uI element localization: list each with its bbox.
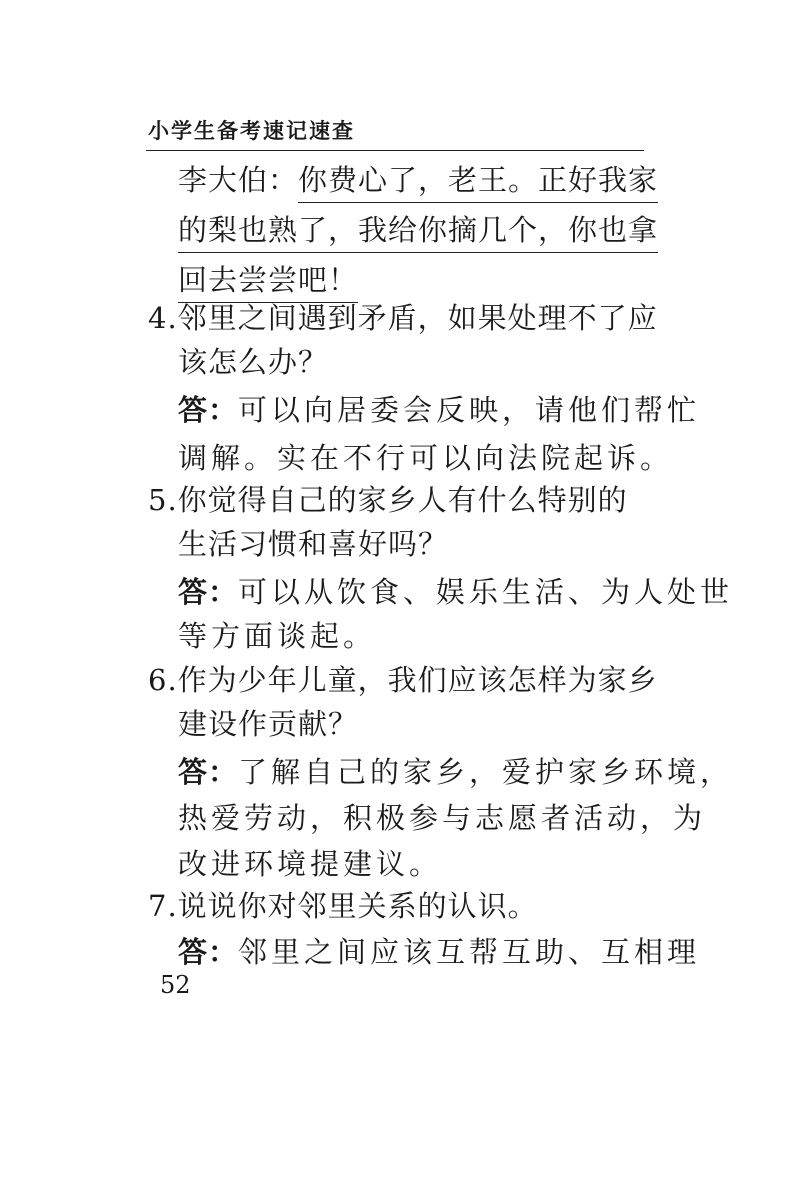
dialogue-text: 的梨也熟了，我给你摘几个，你也拿: [178, 212, 658, 253]
question-number: 4.: [148, 301, 178, 335]
question-5-line-2: [178, 526, 448, 562]
answer-text: 可以从饮食、娱乐生活、为人处世: [238, 575, 734, 609]
question-6-line-1: [148, 662, 658, 698]
question-number: 7.: [148, 889, 178, 923]
answer-5-line-2: [178, 618, 376, 654]
page-number: 52: [160, 971, 191, 999]
question-text: 生活习惯和喜好吗？: [178, 527, 449, 561]
answer-6-line-2: [178, 800, 706, 836]
answer-5-line-1: [178, 574, 733, 610]
dialogue-separator: ：: [268, 163, 299, 197]
answer-4-line-1: [178, 392, 700, 428]
question-4-line-2: [178, 344, 328, 380]
answer-label: 答：: [178, 393, 239, 427]
answer-text: 邻里之间应该互帮互助、互相理: [238, 935, 701, 969]
dialogue-text: 你费心了，老王。正好我家: [298, 162, 658, 203]
question-7-line-1: [148, 888, 538, 924]
question-text: 说说你对邻里关系的认识。: [177, 889, 538, 923]
answer-text: 改进环境提建议。: [178, 847, 443, 881]
question-text: 你觉得自己的家乡人有什么特别的: [177, 483, 628, 517]
running-header: 小学生备考速记速查: [148, 119, 355, 143]
answer-text: 可以向居委会反映，请他们帮忙: [238, 393, 701, 427]
dialogue-line-3: [178, 262, 358, 303]
question-text: 该怎么办？: [178, 345, 329, 379]
answer-text: 了解自己的家乡，爱护家乡环境，: [238, 755, 734, 789]
question-text: 作为少年儿童，我们应该怎样为家乡: [177, 663, 658, 697]
question-6-line-2: [178, 706, 358, 742]
dialogue-line-1: [178, 162, 658, 203]
question-number: 6.: [148, 663, 178, 697]
question-5-line-1: [148, 482, 628, 518]
dialogue-text: 回去尝尝吧！: [178, 262, 358, 303]
answer-4-line-2: [178, 440, 673, 476]
question-text: 邻里之间遇到矛盾，如果处理不了应: [177, 301, 658, 335]
dialogue-line-2: [178, 212, 658, 253]
answer-label: 答：: [178, 935, 239, 969]
answer-label: 答：: [178, 575, 239, 609]
answer-label: 答：: [178, 755, 239, 789]
answer-6-line-1: [178, 754, 733, 790]
answer-7-line-1: [178, 934, 700, 970]
question-text: 建设作贡献？: [178, 707, 359, 741]
answer-6-line-3: [178, 846, 442, 882]
question-4-line-1: [148, 300, 658, 336]
question-number: 5.: [148, 483, 178, 517]
answer-text: 等方面谈起。: [178, 619, 377, 653]
header-rule: [146, 150, 644, 151]
answer-text: 热爱劳动，积极参与志愿者活动，为: [178, 801, 707, 835]
answer-text: 调解。实在不行可以向法院起诉。: [178, 441, 674, 475]
dialogue-speaker: 李大伯: [178, 163, 269, 197]
